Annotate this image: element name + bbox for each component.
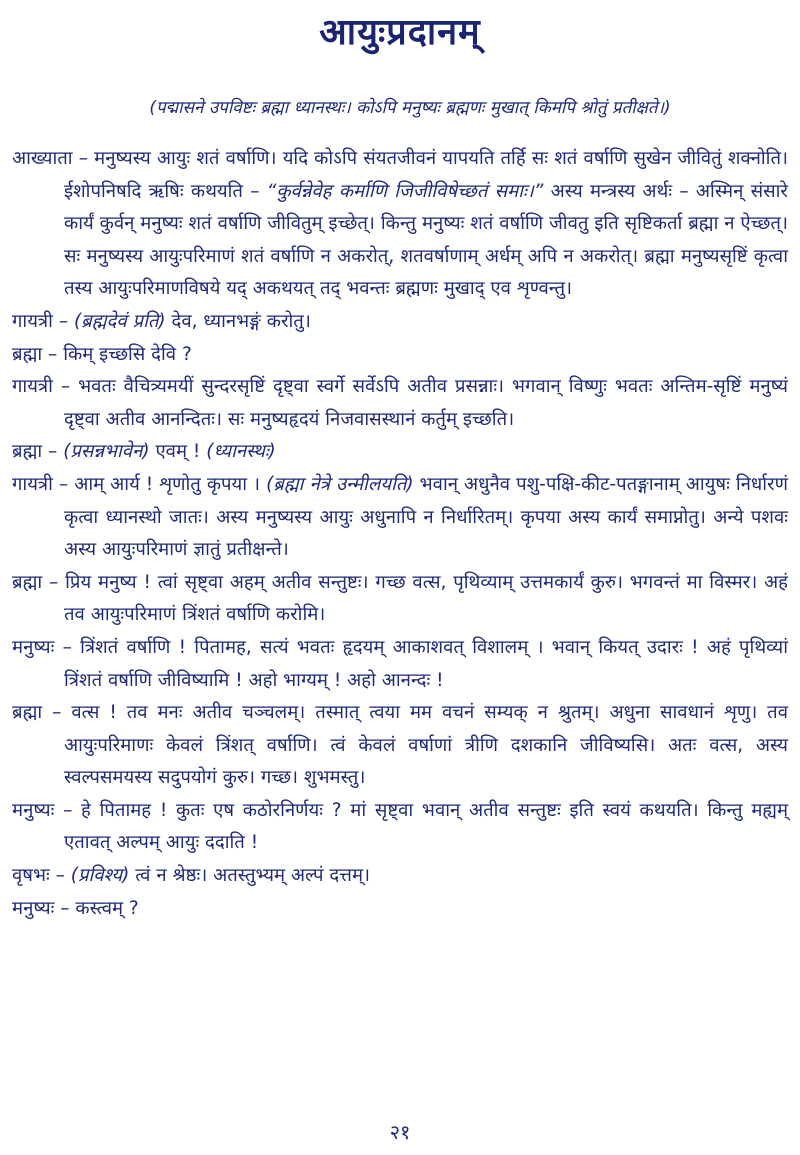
stage-direction-inline: (ब्रह्मदेवं प्रति) <box>68 310 166 332</box>
speaker-name: आख्याता – <box>12 148 88 169</box>
dialogue-paragraph <box>12 436 788 469</box>
dialogue-text: आम् आर्य ! शृणोतु कृपया । <box>68 473 267 495</box>
speaker-name: ब्रह्मा – <box>12 343 58 365</box>
dialogue-paragraph <box>12 795 788 860</box>
dialogue-text: त्वं न श्रेष्ठः। अतस्तुभ्यम् अल्पं दत्तम्। <box>129 865 371 887</box>
speaker-name: गायत्री – <box>12 376 71 398</box>
dialogue-text: मनुष्यस्य आयुः शतं वर्षाणि। यदि कोऽपि संयतजीवनं यापयति तर्हि सः शतं वर्षाणि सुखेन जीवितुं शक्नोति। ईशोपनिषदि ऋषिः कथयति – <box>64 148 788 202</box>
dialogue-text: कस्त्वम् ? <box>69 897 139 919</box>
stage-direction: (पद्मासने उपविष्टः ब्रह्मा ध्यानस्थः। कोऽपि मनुष्यः ब्रह्मणः मुखात् किमपि श्रोतुं प्रतीक्षते।) <box>149 98 671 118</box>
speaker-name: वृषभः – <box>12 865 65 887</box>
dialogue-paragraph <box>12 371 788 436</box>
dialogue-paragraph <box>12 469 788 567</box>
dialogue-text: देव, ध्यानभङ्गं करोतु। <box>165 310 311 332</box>
dialogue-body <box>12 143 788 925</box>
speaker-name: गायत्री – <box>12 310 69 332</box>
speaker-name: ब्रह्मा – <box>12 441 58 463</box>
dialogue-paragraph <box>12 306 788 339</box>
dialogue-paragraph <box>12 567 788 632</box>
speaker-name: मनुष्यः – <box>12 636 72 658</box>
stage-direction-inline: “कुर्वन्नेवेह कर्माणि जिजीविषेच्छतं समाः।” <box>266 180 544 202</box>
dialogue-text: हे पितामह ! कुतः एष कठोरनिर्णयः ? मां सृष्ट्वा भवान् अतीव सन्तुष्टः इति स्वयं कथयति। किन्तु मह्यम् एतावत् अल्पम् आयुः ददाति ! <box>64 799 789 854</box>
speaker-name: ब्रह्मा – <box>12 702 62 724</box>
stage-direction-inline: (प्रविश्य) <box>64 865 130 887</box>
page-number: २१ <box>389 1120 411 1144</box>
speaker-name: मनुष्यः – <box>12 799 73 821</box>
stage-direction-inline: (ध्यानस्थः) <box>206 441 276 463</box>
dialogue-text: भवतः वैचित्र्यमयीं सुन्दरसृष्टिं दृष्ट्वा स्वर्गे सर्वेऽपि अतीव प्रसन्नाः। भगवान् विष्णुः भवतः अन्तिम-सृष्टिं मनुष्यं दृष्ट्वा अतीव आनन्दितः। सः मनुष्यहृदयं निजवासस्थानं कर्तुम् इच्छति। <box>64 376 788 430</box>
stage-direction-inline: (ब्रह्मा नेत्रे उन्मीलयति) <box>266 473 414 495</box>
dialogue-text: त्रिंशतं वर्षाणि ! पितामह, सत्यं भवतः हृदयम् आकाशवत् विशालम् । भवान् कियत् उदारः ! अहं पृथिव्यां त्रिंशतं वर्षाणि जीविष्यामि ! अहो भाग्यम् ! अहो आनन्दः ! <box>64 636 788 691</box>
speaker-name: ब्रह्मा – <box>12 571 59 593</box>
dialogue-text: भवान् अधुनैव पशु-पक्षि-कीट-पतङ्गानाम् आयुषः निर्धारणं कृत्वा ध्यानस्थो जातः। अस्य मनुष्यस्य आयुः अधुनापि न निर्धारितम्। कृपया अस्य कार्यं समाप्नोतु। अन्ये पशवः अस्य आयुःपरिमाणं ज्ञातुं प्रतीक्षन्ते। <box>64 473 788 561</box>
dialogue-text: वत्स ! तव मनः अतीव चञ्चलम्। तस्मात् त्वया मम वचनं सम्यक् न श्रुतम्। अधुना सावधानं शृणु। तव आयुःपरिमाणः केवलं त्रिंशत् वर्षाणि। त्वं केवलं वर्षाणां त्रीणि दशकानि जीविष्यसि। अतः वत्स, अस्य स्वल्पसमयस्य सदुपयोगं कुरु। गच्छ। शुभमस्तु। <box>61 702 789 789</box>
dialogue-paragraph <box>12 860 788 893</box>
stage-direction-inline: (प्रसन्नभावेन) <box>57 441 150 463</box>
dialogue-text: एवम् ! <box>149 441 207 463</box>
dialogue-paragraph <box>12 339 788 372</box>
dialogue-paragraph <box>12 143 788 306</box>
speaker-name: मनुष्यः – <box>12 897 70 919</box>
dialogue-text: प्रिय मनुष्य ! त्वां सृष्ट्वा अहम् अतीव सन्तुष्टः। गच्छ वत्स, पृथिव्याम् उत्तमकार्यं कुरु। भगवन्तं मा विस्मर। अहं तव आयुःपरिमाणं त्रिंशतं वर्षाणि करोमि। <box>58 571 789 626</box>
dialogue-text: अस्य मन्त्रस्य अर्थः – अस्मिन् संसारे कार्यं कुर्वन् मनुष्यः शतं वर्षाणि जीवितुम् इच्छेत्। किन्तु मनुष्यः शतं वर्षाणि जीवतु इति सृष्टिकर्ता ब्रह्मा न ऐच्छत्। सः मनुष्यस्य आयुःपरिमाणं शतं वर्षाणि न अकरोत्, शतवर्षाणाम् अर्धम् अपि न अकरोत्। ब्रह्मा मनुष्यसृष्टिं कृत्वा तस्य आयुःपरिमाणविषये यद् अकथयत् तद् भवन्तः ब्रह्मणः मुखाद् एव शृण्वन्तु। <box>64 180 788 300</box>
dialogue-text: किम् इच्छसि देवि ? <box>57 343 192 365</box>
speaker-name: गायत्री – <box>12 473 69 495</box>
dialogue-paragraph <box>12 632 788 697</box>
dialogue-paragraph <box>12 893 788 926</box>
page-title: आयुःप्रदानम् <box>319 12 481 53</box>
dialogue-paragraph <box>12 697 788 795</box>
